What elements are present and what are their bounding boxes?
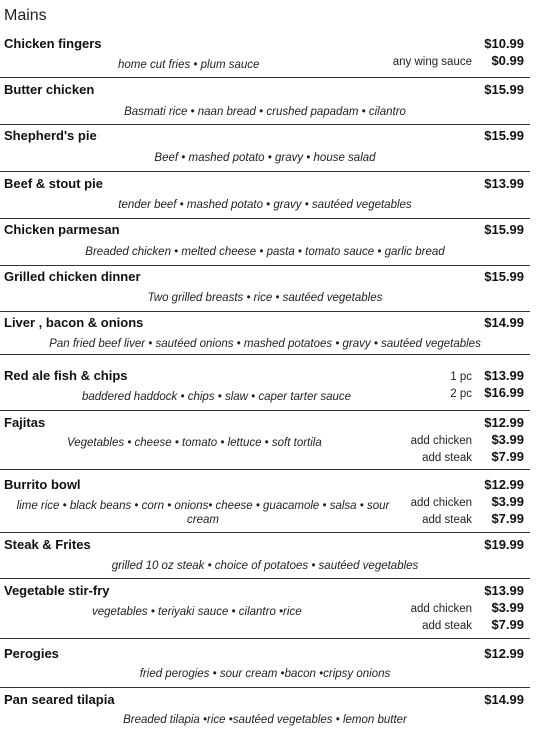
item-price: $12.99 [484, 415, 524, 430]
item-name: Perogies [4, 646, 59, 661]
item-price: $19.99 [484, 537, 524, 552]
item-price: $15.99 [484, 269, 524, 284]
item-name: Butter chicken [4, 82, 95, 97]
item-description: Breaded chicken • melted cheese • pasta • tomato sauce • garlic bread [85, 246, 445, 258]
item-price: $13.99 [484, 176, 524, 191]
menu-item-red-ale-fish-chips [0, 366, 530, 411]
item-prices [478, 269, 524, 286]
add-on-price: $7.99 [491, 449, 524, 464]
item-prices [411, 477, 524, 528]
item-description: Two grilled breasts • rice • sautéed vegetables [147, 292, 383, 304]
item-description: tender beef • mashed potato • gravy • sautéed vegetables [118, 199, 412, 211]
item-prices [478, 128, 524, 145]
menu-item-chicken-fingers [0, 34, 530, 78]
menu-title: Mains [4, 7, 47, 24]
item-description: Pan fried beef liver • sautéed onions • mashed potatoes • gravy • sautéed vegetables [49, 338, 481, 350]
menu-item-pan-seared-tilapia [0, 690, 530, 734]
item-description: Basmati rice • naan bread • crushed papadam • cilantro [124, 106, 406, 118]
item-description: Vegetables • cheese • tomato • lettuce • soft tortila [67, 437, 322, 449]
item-name: Fajitas [4, 415, 46, 430]
extra-price: $0.99 [491, 53, 524, 68]
item-description: vegetables • teriyaki sauce • cilantro •rice [92, 606, 302, 618]
item-name: Red ale fish & chips [4, 368, 128, 383]
item-prices [478, 222, 524, 239]
item-name: Shepherd's pie [4, 128, 97, 143]
item-name: Beef & stout pie [4, 176, 103, 191]
menu-item-butter-chicken [0, 80, 530, 125]
item-name: Grilled chicken dinner [4, 269, 141, 284]
add-on-label: add steak [422, 514, 472, 526]
item-name: Pan seared tilapia [4, 692, 115, 707]
item-price: $14.99 [484, 315, 524, 330]
item-prices [411, 415, 524, 466]
add-on-label: add chicken [410, 603, 472, 615]
item-prices [478, 692, 524, 709]
item-name: Steak & Frites [4, 537, 91, 552]
menu-item-vegetable-stir-fry [0, 581, 530, 639]
item-price: $10.99 [484, 36, 524, 51]
item-name: Liver , bacon & onions [4, 315, 144, 330]
add-on-price: $3.99 [491, 494, 524, 509]
menu-item-grilled-chicken-dinner [0, 267, 530, 312]
menu-item-shepherds-pie [0, 126, 530, 172]
item-prices [478, 82, 524, 99]
add-on-label: add steak [422, 452, 472, 464]
add-on-label: add chicken [410, 497, 472, 509]
item-price: $15.99 [484, 128, 524, 143]
item-description: home cut fries • plum sauce [118, 59, 260, 71]
add-on-price: $7.99 [491, 511, 524, 526]
item-description: lime rice • black beans • corn • onions• cheese • guacamole • salsa • sour cream [16, 500, 390, 526]
menu-item-burrito-bowl [0, 475, 530, 533]
item-description: Breaded tilapia •rice •sautéed vegetables • lemon butter [123, 714, 407, 726]
item-price: $13.99 [484, 368, 524, 383]
portion-label: 1 pc [450, 371, 472, 383]
item-price: $14.99 [484, 692, 524, 707]
menu-item-beef-stout-pie [0, 174, 530, 219]
item-prices [478, 176, 524, 193]
item-name: Chicken parmesan [4, 222, 120, 237]
item-description: baddered haddock • chips • slaw • caper tarter sauce [82, 391, 352, 403]
extra-label: any wing sauce [392, 56, 472, 68]
item-name: Vegetable stir-fry [4, 583, 110, 598]
item-prices [450, 368, 524, 402]
add-on-label: add steak [422, 620, 472, 632]
item-prices [478, 537, 524, 554]
add-on-price: $3.99 [491, 600, 524, 615]
item-description: fried perogies • sour cream •bacon •cripsy onions [139, 668, 391, 680]
add-on-price: $3.99 [491, 432, 524, 447]
item-price: $15.99 [484, 222, 524, 237]
item-prices [411, 583, 524, 634]
menu-item-chicken-parmesan [0, 220, 530, 266]
item-description: grilled 10 oz steak • choice of potatoes • sautéed vegetables [111, 560, 419, 572]
item-price: $12.99 [484, 646, 524, 661]
item-price: $15.99 [484, 82, 524, 97]
add-on-label: add chicken [410, 435, 472, 447]
item-prices [478, 315, 524, 332]
item-price: $13.99 [484, 583, 524, 598]
item-price: $12.99 [484, 477, 524, 492]
item-name: Burrito bowl [4, 477, 81, 492]
add-on-price: $7.99 [491, 617, 524, 632]
item-prices [478, 646, 524, 663]
item-price-2: $16.99 [484, 385, 524, 400]
item-prices [393, 36, 524, 70]
menu-item-liver-bacon-onions [0, 313, 530, 355]
item-description: Beef • mashed potato • gravy • house salad [154, 152, 376, 164]
menu-item-steak-frites [0, 535, 530, 579]
menu-item-perogies [0, 644, 530, 688]
menu-item-fajitas [0, 413, 530, 470]
portion-label: 2 pc [450, 388, 472, 400]
item-name: Chicken fingers [4, 36, 102, 51]
